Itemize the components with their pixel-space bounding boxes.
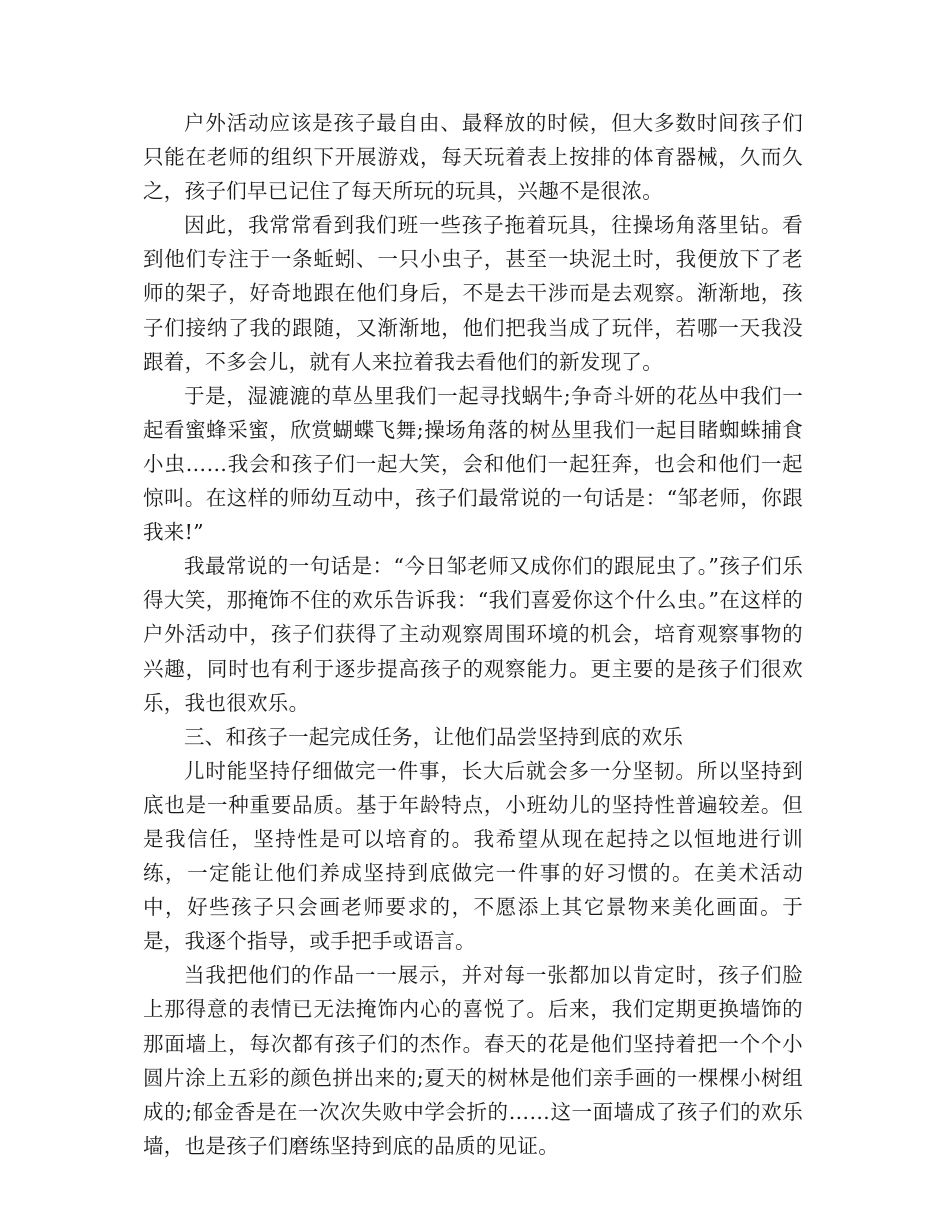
paragraph-following-children: 因此，我常常看到我们班一些孩子拖着玩具，往操场角落里钻。看到他们专注于一条蚯蚓、一只小虫子，甚至一块泥土时，我便放下了老师的架子，好奇地跟在他们身后，不是去干涉而是去观察。渐渐地，孩子们接纳了我的跟随，又渐渐地，他们把我当成了玩伴，若哪一天我没跟着，不多会儿，就有人来拉着我去看他们的新发现了。 [143,213,803,374]
paragraph-outdoor-activity: 户外活动应该是孩子最自由、最释放的时候，但大多数时间孩子们只能在老师的组织下开展游戏，每天玩着表上按排的体育器械，久而久之，孩子们早已记住了每天所玩的玩具，兴趣不是很浓。 [143,111,803,204]
paragraph-happy-wall: 当我把他们的作品一一展示，并对每一张都加以肯定时，孩子们脸上那得意的表情已无法掩饰内心的喜悦了。后来，我们定期更换墙饰的那面墙上，每次都有孩子们的杰作。春天的花是他们坚持着把一个个小圆片涂上五彩的颜色拼出来的;夏天的树林是他们亲手画的一棵棵小树组成的;郁金香是在一次次失败中学会折的……这一面墙成了孩子们的欢乐墙，也是孩子们磨练坚持到底的品质的见证。 [143,963,803,1158]
section-heading-three: 三、和孩子一起完成任务，让他们品尝坚持到底的欢乐 [184,724,684,749]
paragraph-persistence: 儿时能坚持仔细做完一件事，长大后就会多一分坚韧。所以坚持到底也是一种重要品质。基于年龄特点，小班幼儿的坚持性普遍较差。但是我信任，坚持性是可以培育的。我希望从现在起持之以恒地进行训练，一定能让他们养成坚持到底做完一件事的好习惯的。在美术活动中，好些孩子只会画老师要求的，不愿添上其它景物来美化画面。于是，我逐个指导，或手把手或语言。 [143,758,803,954]
paragraph-exploring-together: 于是，湿漉漉的草丛里我们一起寻找蜗牛;争奇斗妍的花丛中我们一起看蜜蜂采蜜，欣赏蝴蝶飞舞;操场角落的树丛里我们一起目睹蜘蛛捕食小虫……我会和孩子们一起大笑，会和他们一起狂奔，也会和他们一起惊叫。在这样的师幼互动中，孩子们最常说的一句话是：“邹老师，你跟我来!” [143,383,803,545]
document-page [143,106,803,1163]
paragraph-follower-bug: 我最常说的一句话是：“今日邹老师又成你们的跟屁虫了。”孩子们乐得大笑，那掩饰不住的欢乐告诉我：“我们喜爱你这个什么虫。”在这样的户外活动中，孩子们获得了主动观察周围环境的机会，培育观察事物的兴趣，同时也有利于逐步提高孩子的观察能力。更主要的是孩子们很欢乐，我也很欢乐。 [143,554,803,715]
